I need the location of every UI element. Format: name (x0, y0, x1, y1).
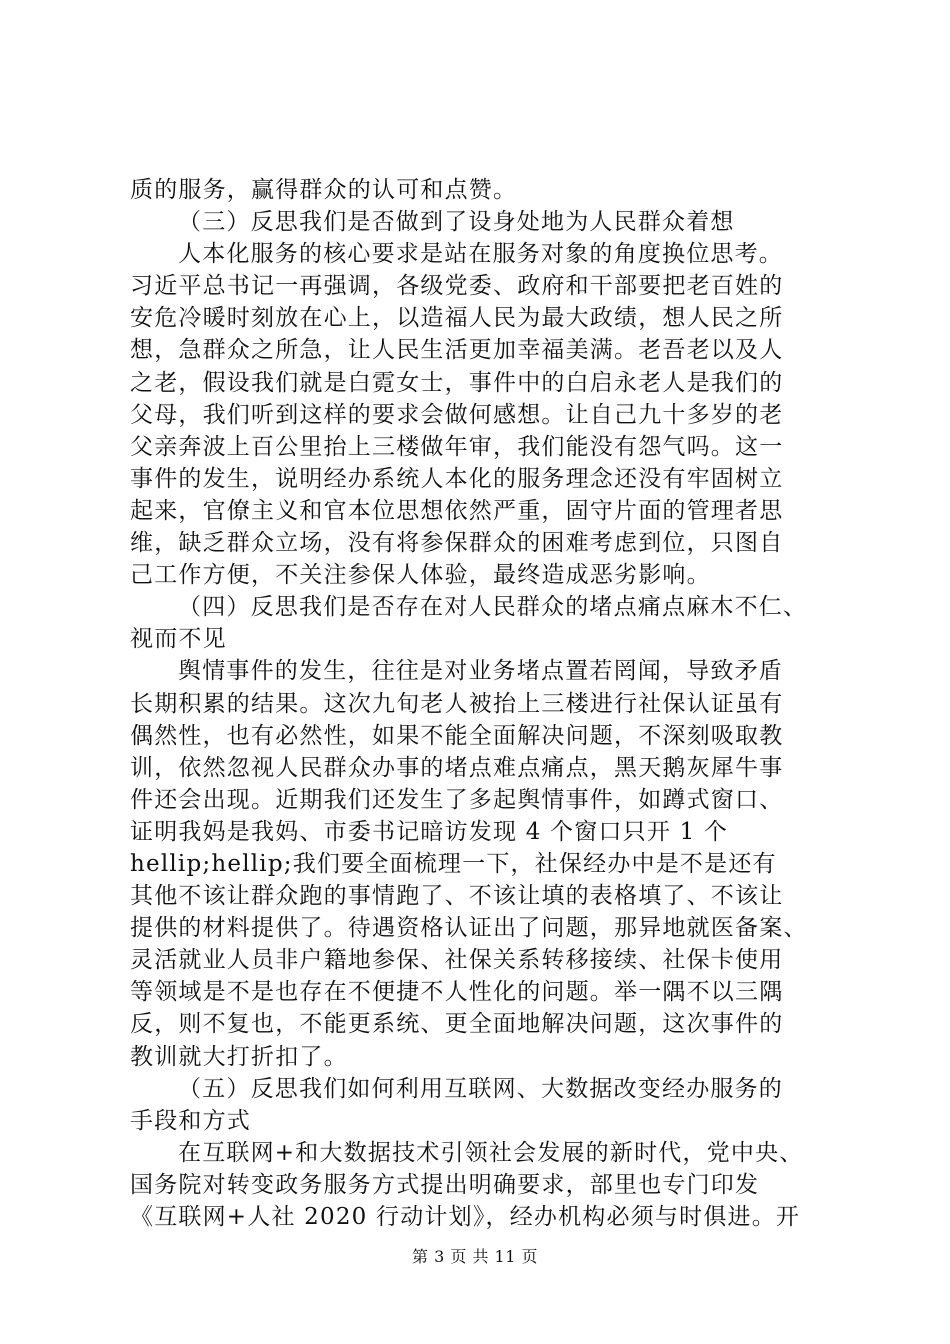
text-line: 父亲奔波上百公里抬上三楼做年审，我们能没有怨气吗。这一 (130, 433, 784, 460)
text-line: 偶然性，也有必然性，如果不能全面解决问题，不深刻吸取教 (130, 722, 784, 749)
paragraph-start: 人本化服务的核心要求是站在服务对象的角度换位思考。 (178, 241, 783, 268)
section-heading-4: （四）反思我们是否存在对人民群众的堵点痛点麻木不仁、 (178, 594, 808, 621)
section-heading-3: （三）反思我们是否做到了设身处地为人民群众着想 (178, 209, 735, 236)
page-footer: 第 3 页 共 11 页 (412, 1247, 538, 1266)
text-line: 《互联网+人社 2020 行动计划》，经办机构必须与时俱进。开 (130, 1204, 801, 1230)
text-line: 长期积累的结果。这次九旬老人被抬上三楼进行社保认证虽有 (130, 690, 784, 717)
text-line: 维，缺乏群众立场，没有将参保群众的困难考虑到位，只图自 (130, 530, 784, 557)
section-heading-5: （五）反思我们如何利用互联网、大数据改变经办服务的 (178, 1075, 783, 1102)
text-line: 训，依然忽视人民群众办事的堵点难点痛点，黑天鹅灰犀牛事 (130, 754, 784, 781)
text-line: 习近平总书记一再强调，各级党委、政府和干部要把老百姓的 (130, 273, 784, 300)
text-line: 己工作方便，不关注参保人体验，最终造成恶劣影响。 (130, 562, 711, 589)
text-line: 父母，我们听到这样的要求会做何感想。让自己九十多岁的老 (130, 401, 784, 428)
text-line: 其他不该让群众跑的事情跑了、不该让填的表格填了、不该让 (130, 883, 784, 910)
paragraph-start: 在互联网+和大数据技术引领社会发展的新时代，党中央、 (178, 1139, 804, 1166)
text-line: 反，则不复也，不能更系统、更全面地解决问题，这次事件的 (130, 1011, 784, 1038)
section-heading-4-cont: 视而不见 (130, 626, 227, 653)
text-line: 事件的发生，说明经办系统人本化的服务理念还没有牢固树立 (130, 465, 784, 492)
text-line: 质的服务，赢得群众的认可和点赞。 (130, 177, 518, 203)
text-line: 起来，官僚主义和官本位思想依然严重，固守片面的管理者思 (130, 497, 784, 524)
text-line: 提供的材料提供了。待遇资格认证出了问题，那异地就医备案、 (130, 915, 808, 942)
text-line: 安危冷暖时刻放在心上，以造福人民为最大政绩，想人民之所 (130, 305, 784, 332)
text-line: 等领域是不是也存在不便捷不人性化的问题。举一隅不以三隅 (130, 979, 784, 1006)
text-line: 想，急群众之所急，让人民生活更加幸福美满。老吾老以及人 (130, 337, 784, 364)
text-line: 灵活就业人员非户籍地参保、社保关系转移接续、社保卡使用 (130, 947, 784, 974)
text-line: 之老，假设我们就是白霓女士，事件中的白启永老人是我们的 (130, 369, 784, 396)
text-line: 教训就大打折扣了。 (130, 1043, 348, 1070)
text-line: hellip;hellip;我们要全面梳理一下，社保经办中是不是还有 (130, 850, 777, 877)
text-line: 件还会出现。近期我们还发生了多起舆情事件，如蹲式窗口、 (130, 786, 784, 813)
body-text (130, 174, 830, 1233)
text-line: 证明我妈是我妈、市委书记暗访发现 4 个窗口只开 1 个 (130, 818, 729, 845)
paragraph-start: 舆情事件的发生，往往是对业务堵点置若罔闻，导致矛盾 (178, 658, 783, 685)
section-heading-5-cont: 手段和方式 (130, 1107, 251, 1134)
text-line: 国务院对转变政务服务方式提出明确要求，部里也专门印发 (130, 1171, 760, 1198)
